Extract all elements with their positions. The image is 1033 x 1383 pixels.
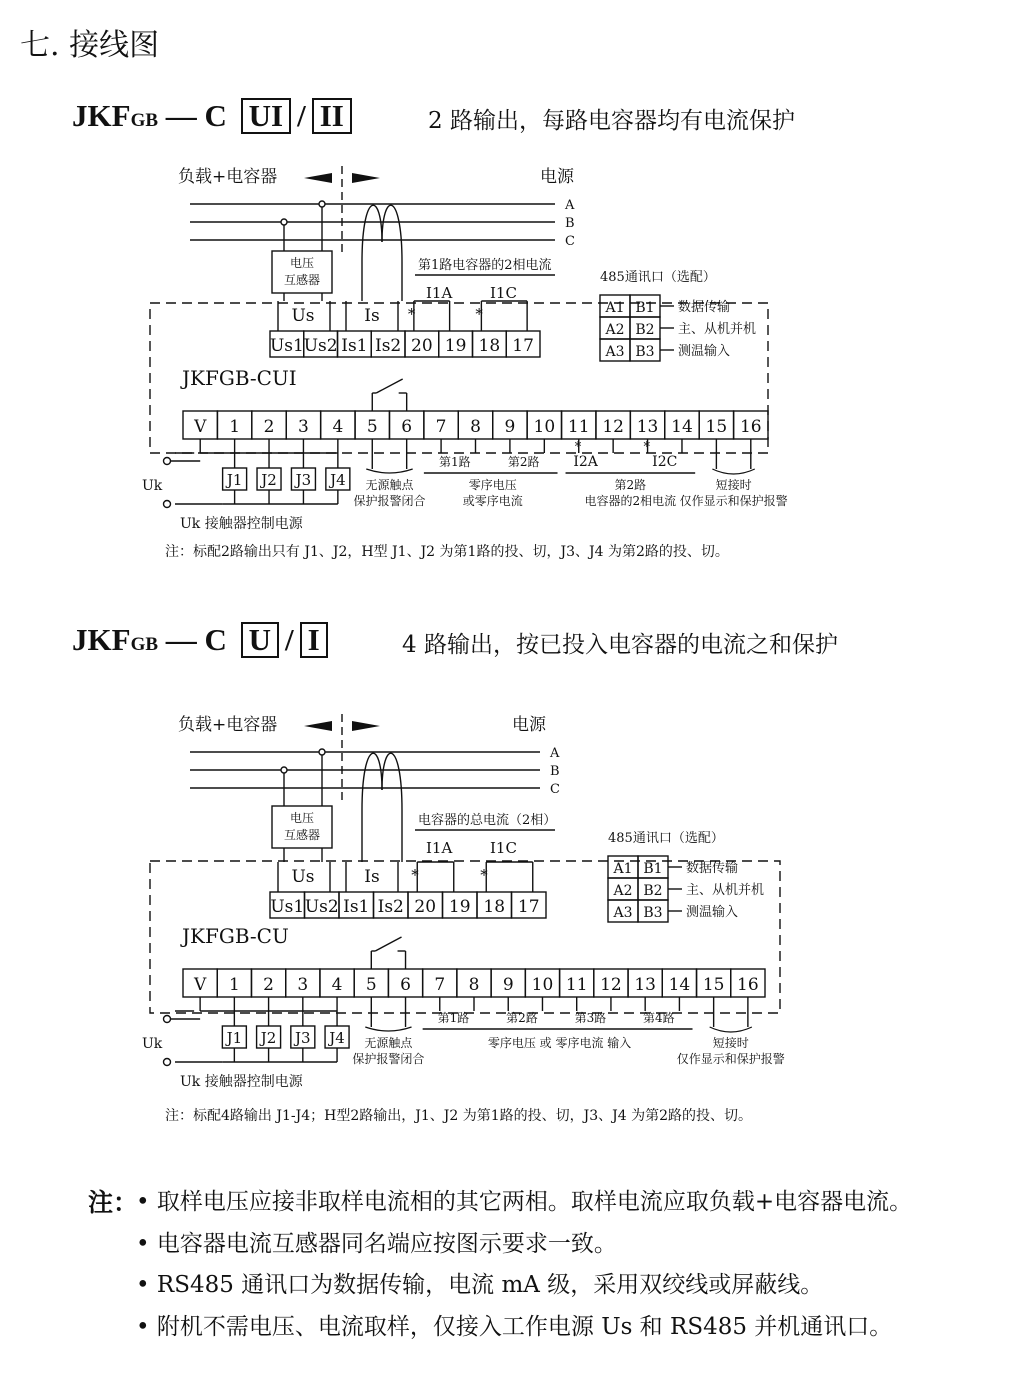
model-description-1: 2 路输出，每路电容器均有电流保护 bbox=[428, 108, 795, 134]
note-item-4: • 附机不需电压、电流取样，仅接入工作电源 Us 和 RS485 并机通讯口。 bbox=[136, 1314, 893, 1340]
contact-caption-2: 保护报警闭合 bbox=[352, 1052, 425, 1066]
group-label: 第3路 bbox=[574, 1011, 607, 1025]
model-title-1: JKFGB — C UI / II bbox=[72, 98, 358, 134]
rs485-terminal-label: B2 bbox=[643, 883, 663, 899]
polarity-star: * bbox=[411, 866, 419, 884]
uk-label: Uk bbox=[142, 478, 163, 494]
lower-terminal-label: 3 bbox=[297, 975, 309, 995]
pt-label-line1: 电压 bbox=[289, 811, 315, 825]
pt-label-line2: 互感器 bbox=[283, 273, 321, 287]
pt-label-line1: 电压 bbox=[289, 256, 315, 270]
i1a-label: I1A bbox=[426, 839, 453, 857]
lower-terminal-label: 5 bbox=[365, 975, 377, 995]
lower-terminal-label: 16 bbox=[737, 975, 759, 995]
group-label: 第2路 bbox=[506, 1011, 538, 1025]
i2a-label: I2A bbox=[573, 454, 598, 470]
i1c-label: I1C bbox=[490, 284, 517, 302]
lower-terminal-label: 16 bbox=[739, 417, 762, 437]
uk-label: Uk bbox=[142, 1036, 163, 1052]
polarity-star: * bbox=[480, 866, 488, 884]
group-caption: 或零序电流 bbox=[462, 494, 523, 508]
lower-terminal-label: 4 bbox=[331, 975, 343, 995]
model-box-ui: UI bbox=[241, 98, 291, 134]
lower-terminal-label: 13 bbox=[636, 417, 659, 437]
rs485-terminal-label: B1 bbox=[635, 300, 655, 316]
ct-coil-1 bbox=[362, 753, 382, 810]
contact-caption-1: 无源触点 bbox=[365, 478, 414, 492]
upper-terminal-label: Is1 bbox=[343, 897, 370, 917]
rs485-function-label: 测温输入 bbox=[678, 344, 731, 359]
lower-terminal-label: 15 bbox=[705, 417, 728, 437]
relay-label: J4 bbox=[329, 1029, 345, 1047]
upper-terminal-label: 18 bbox=[478, 336, 501, 356]
junction-dot bbox=[319, 749, 325, 755]
lower-terminal-label: 12 bbox=[602, 417, 624, 437]
upper-terminal-label: 18 bbox=[483, 897, 506, 917]
ct-coil-2 bbox=[382, 205, 402, 262]
arrow-left bbox=[304, 721, 332, 731]
lower-terminal-label: 2 bbox=[263, 975, 275, 995]
lower-terminal-label: 10 bbox=[533, 417, 556, 437]
model-description-2: 4 路输出，按已投入电容器的电流之和保护 bbox=[402, 632, 838, 658]
load-label: 负载+电容器 bbox=[178, 715, 278, 735]
arrow-left bbox=[304, 173, 332, 183]
rs485-terminal-label: B3 bbox=[635, 344, 655, 360]
uk-caption: Uk 接触器控制电源 bbox=[180, 516, 303, 532]
short-caption-2: 仅作显示和保护报警 bbox=[676, 1052, 785, 1066]
lower-terminal-label: 9 bbox=[502, 975, 514, 995]
us-label: Us bbox=[291, 867, 315, 887]
upper-terminal-label: 19 bbox=[444, 336, 467, 356]
group-caption: 第2路 bbox=[614, 478, 647, 492]
upper-terminal-label: 17 bbox=[512, 336, 534, 356]
lower-terminal-label: 11 bbox=[567, 417, 590, 437]
contact-blade bbox=[376, 379, 402, 393]
notes-block bbox=[88, 1182, 138, 1225]
lower-terminal-label: 5 bbox=[366, 417, 378, 437]
group-label: 第1路 bbox=[437, 1011, 470, 1025]
rs485-terminal-label: A1 bbox=[613, 861, 633, 877]
junction-dot bbox=[281, 219, 287, 225]
uk-caption: Uk 接触器控制电源 bbox=[180, 1074, 303, 1090]
uk-terminal-top bbox=[164, 1016, 171, 1023]
contact-brace bbox=[365, 1027, 411, 1031]
upper-terminal-label: Us1 bbox=[269, 336, 304, 356]
rs485-terminal-label: B1 bbox=[643, 861, 663, 877]
phase-label-b: B bbox=[550, 764, 560, 779]
lower-terminal-label: 1 bbox=[228, 975, 240, 995]
lower-terminal-label: 7 bbox=[435, 417, 447, 437]
model-box-i: I bbox=[300, 622, 328, 658]
lower-terminal-label: 6 bbox=[401, 417, 413, 437]
upper-terminal-label: 17 bbox=[517, 897, 540, 917]
lower-terminal-label: V bbox=[193, 975, 207, 995]
rs485-terminal-label: B3 bbox=[643, 905, 663, 921]
upper-terminal-label: 20 bbox=[411, 336, 433, 356]
note-item-3: • RS485 通讯口为数据传输，电流 mA 级，采用双绞线或屏蔽线。 bbox=[136, 1272, 824, 1298]
uk-terminal-bottom bbox=[164, 1059, 171, 1066]
relay-label: J3 bbox=[295, 471, 312, 489]
model-box-ii: II bbox=[312, 98, 352, 134]
device-name: JKFGB-CUI bbox=[182, 366, 297, 390]
polarity-star: * bbox=[643, 440, 651, 455]
group-caption: 零序电压 bbox=[468, 478, 517, 492]
phase-label-a: A bbox=[550, 746, 560, 761]
is-label: Is bbox=[364, 867, 380, 887]
polarity-star: * bbox=[475, 305, 483, 323]
rs485-terminal-label: A2 bbox=[605, 322, 625, 338]
ct-caption: 第1路电容器的2相电流 bbox=[418, 258, 552, 273]
ct-caption: 电容器的总电流（2相） bbox=[418, 813, 557, 828]
diagram-note: 注：标配4路输出 J1-J4；H型2路输出，J1、J2 为第1路的投、切，J3、J4 为第2路的投、切。 bbox=[165, 1108, 753, 1124]
lower-terminal-label: 1 bbox=[229, 417, 241, 437]
rs485-function-label: 主、从机并机 bbox=[678, 322, 757, 337]
polarity-star: * bbox=[407, 305, 416, 323]
rs485-terminal-label: A1 bbox=[605, 300, 625, 316]
arrow-right bbox=[352, 721, 380, 731]
lower-terminal-label: 7 bbox=[434, 975, 446, 995]
lower-terminal-label: 8 bbox=[470, 417, 481, 437]
phase-label-b: B bbox=[565, 216, 575, 231]
uk-terminal-bottom bbox=[164, 501, 171, 508]
rs485-caption: 485通讯口（选配） bbox=[600, 270, 716, 285]
contact-caption-2: 保护报警闭合 bbox=[353, 494, 426, 508]
contact-brace bbox=[366, 469, 412, 473]
load-label: 负载+电容器 bbox=[178, 167, 278, 187]
phase-label-c: C bbox=[550, 782, 560, 797]
short-caption-1: 短接时 bbox=[715, 478, 752, 492]
ct-coil-2 bbox=[382, 753, 402, 810]
lower-terminal-label: 10 bbox=[531, 975, 554, 995]
group-label: 第4路 bbox=[643, 1011, 675, 1025]
short-brace bbox=[710, 1027, 752, 1032]
group-caption: 电容器的2相电流 bbox=[584, 494, 677, 508]
upper-terminal-label: 20 bbox=[414, 897, 437, 917]
lower-terminal-label: 13 bbox=[634, 975, 656, 995]
lower-terminal-label: 3 bbox=[298, 417, 309, 437]
relay-label: J1 bbox=[226, 471, 243, 489]
upper-terminal-label: Us2 bbox=[303, 336, 338, 356]
upper-terminal-label: Is2 bbox=[377, 897, 404, 917]
relay-label: J2 bbox=[260, 1029, 277, 1047]
note-item-1: • 取样电压应接非取样电流相的其它两相。取样电流应取负载+电容器电流。 bbox=[136, 1189, 913, 1215]
polarity-star: * bbox=[574, 440, 582, 455]
rs485-function-label: 主、从机并机 bbox=[686, 883, 765, 898]
pt-label-line2: 互感器 bbox=[283, 828, 321, 842]
lower-terminal-label: 8 bbox=[468, 975, 480, 995]
lower-terminal-label: 15 bbox=[702, 975, 725, 995]
lower-terminal-label: 6 bbox=[400, 975, 411, 995]
rs485-terminal-label: B2 bbox=[635, 322, 655, 338]
upper-terminal-label: Us1 bbox=[270, 897, 305, 917]
upper-terminal-label: Is1 bbox=[341, 336, 368, 356]
notes-lead: 注： bbox=[88, 1188, 139, 1217]
arrow-right bbox=[352, 173, 380, 183]
group-caption: 零序电压 或 零序电流 输入 bbox=[487, 1036, 632, 1050]
diagram-note: 注：标配2路输出只有 J1、J2，H型 J1、J2 为第1路的投、切，J3、J4 为第2路的投、切。 bbox=[165, 544, 729, 560]
lower-terminal-label: 14 bbox=[668, 975, 691, 995]
junction-dot bbox=[319, 201, 325, 207]
rs485-terminal-label: A2 bbox=[613, 883, 633, 899]
rs485-terminal-label: A3 bbox=[605, 344, 625, 360]
contact-blade bbox=[375, 937, 401, 951]
us-label: Us bbox=[291, 306, 315, 326]
model-title-2: JKFGB — C U / I bbox=[72, 622, 334, 658]
ct-coil-1 bbox=[362, 205, 382, 262]
device-name: JKFGB-CU bbox=[182, 924, 289, 948]
rs485-caption: 485通讯口（选配） bbox=[608, 831, 724, 846]
short-caption-2: 仅作显示和保护报警 bbox=[679, 494, 788, 508]
lower-terminal-label: 2 bbox=[263, 417, 275, 437]
i2c-label: I2C bbox=[652, 454, 678, 470]
lower-terminal-label: 14 bbox=[671, 417, 693, 437]
relay-label: J4 bbox=[330, 471, 346, 489]
i1c-label: I1C bbox=[490, 839, 517, 857]
short-caption-1: 短接时 bbox=[712, 1036, 749, 1050]
wiring-diagram-2 bbox=[0, 710, 1033, 1130]
lower-terminal-label: 11 bbox=[565, 975, 588, 995]
relay-label: J2 bbox=[261, 471, 277, 489]
relay-label: J1 bbox=[226, 1029, 243, 1047]
phase-label-c: C bbox=[565, 234, 575, 249]
uk-terminal-top bbox=[164, 458, 171, 465]
i1a-label: I1A bbox=[426, 284, 453, 302]
phase-label-a: A bbox=[565, 198, 575, 213]
source-label: 电源 bbox=[540, 167, 574, 187]
group-label: 第2路 bbox=[507, 455, 540, 469]
relay-label: J3 bbox=[295, 1029, 311, 1047]
lower-terminal-label: 9 bbox=[504, 417, 516, 437]
source-label: 电源 bbox=[512, 715, 546, 735]
upper-terminal-label: Us2 bbox=[304, 897, 339, 917]
rs485-terminal-label: A3 bbox=[613, 905, 633, 921]
is-label: Is bbox=[364, 306, 380, 326]
rs485-function-label: 测温输入 bbox=[686, 905, 739, 920]
section-title: 七. 接线图 bbox=[20, 28, 160, 63]
rs485-function-label: 数据传输 bbox=[686, 861, 739, 876]
junction-dot bbox=[281, 767, 287, 773]
contact-caption-1: 无源触点 bbox=[364, 1036, 413, 1050]
model-box-u: U bbox=[241, 622, 279, 658]
upper-terminal-label: 19 bbox=[448, 897, 471, 917]
wiring-diagram-1 bbox=[0, 160, 1033, 580]
upper-terminal-label: Is2 bbox=[374, 336, 402, 356]
group-label: 第1路 bbox=[439, 455, 471, 469]
lower-terminal-label: 4 bbox=[332, 417, 344, 437]
lower-terminal-label: 12 bbox=[600, 975, 622, 995]
note-item-2: • 电容器电流互感器同名端应按图示要求一致。 bbox=[136, 1231, 617, 1257]
short-brace bbox=[712, 469, 754, 474]
lower-terminal-label: V bbox=[194, 417, 207, 437]
rs485-function-label: 数据传输 bbox=[678, 300, 731, 315]
